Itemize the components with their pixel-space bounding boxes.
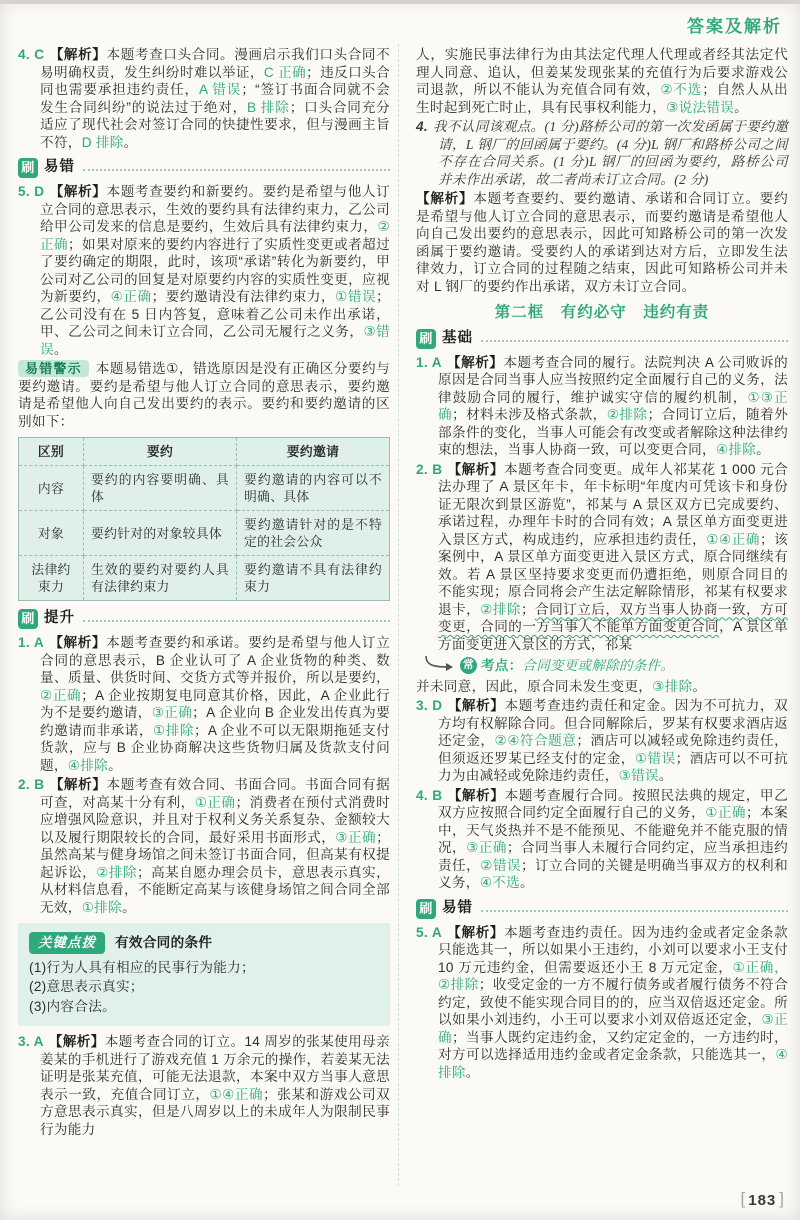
text-segment: ；本案中，天气炎热并不是不能预见、不能避免并不能克服的情况， <box>438 805 788 855</box>
text-segment: 【解析】 <box>446 924 505 940</box>
text-segment: 本题考查有效合同、书面合同。书面合同有据可查，对高某十分有利， <box>40 777 391 810</box>
section-label: 易错 <box>442 899 473 916</box>
text-segment: ，A 景区单方面变更进入景区的方式，祁某 <box>438 619 788 652</box>
text-segment: 。 <box>519 875 534 890</box>
highlighted-answer-text: ④排除 <box>67 757 109 773</box>
text-segment: ；合同当事人未履行合同约定，应当承担违约责任， <box>438 840 788 873</box>
text-segment: 并未同意，因此，原合同未发生变更， <box>416 678 653 694</box>
shua-badge: 刷 <box>416 899 436 919</box>
shua-badge: 刷 <box>18 158 38 178</box>
keypoint-badge: 关键点拨 <box>29 932 105 954</box>
page-title: 答案及解析 <box>687 17 782 36</box>
answer-item <box>18 183 390 358</box>
table-cell: 法律约束力 <box>19 556 84 601</box>
scan-edge <box>0 0 800 4</box>
text-segment: ；A 企业不可以无限期拖延支付货款，应与 B 企业协商解决这些货物归属及货款支付问题， <box>40 722 391 773</box>
text-segment: 本题考查履行合同。按照民法典的规定，甲乙双方应按照合同约定全面履行自己的义务， <box>438 787 789 820</box>
highlighted-answer-text: ②错误 <box>480 857 521 873</box>
table-cell: 生效的要约对要约人具有法律约束力 <box>84 556 237 601</box>
table-cell: 要约邀请不具有法律约束力 <box>237 556 390 601</box>
highlighted-answer-text: ③说法错误 <box>666 99 735 115</box>
highlighted-answer-text: ①排除 <box>152 722 194 738</box>
table-row <box>19 556 390 601</box>
keypoint-line: (1)行为人具有相应的民事行为能力； <box>29 959 255 975</box>
paragraph <box>416 46 788 116</box>
highlighted-answer-text: ②不选 <box>660 82 703 97</box>
text-segment: 。 <box>123 134 138 150</box>
answer-number: 2. B <box>416 461 443 477</box>
highlighted-answer-text: ④排除 <box>438 1047 788 1080</box>
text-segment: 【解析】 <box>48 1034 105 1049</box>
text-segment: ；高某自愿办理会员卡，意思表示真实，从材料信息看，不能断定高某与该健身场馆之间合同全部无效， <box>40 864 390 915</box>
highlighted-answer-text: D 排除 <box>81 134 124 150</box>
answer-item <box>416 118 788 188</box>
curved-arrow-icon <box>424 655 454 676</box>
table-header-cell: 要约 <box>84 438 237 466</box>
highlighted-answer-text: ④正确 <box>110 289 152 304</box>
highlighted-answer-text: C 正确 <box>263 64 307 80</box>
warning-badge: 易错警示 <box>18 360 89 377</box>
text-segment: ；要约邀请没有法律约束力， <box>151 289 336 304</box>
dotted-leader <box>481 340 788 342</box>
answer-number: 4. C <box>18 47 45 62</box>
text-segment: ； <box>520 601 535 617</box>
exam-point-note <box>424 655 788 676</box>
text-segment: ；收受定金的一方不履行债务或者履行债务不符合约定，致使不能实现合同目的的，应当双倍返还定金。所以如果小刘违约，小王可以要求小刘双倍返还定金， <box>438 977 788 1027</box>
section-label: 易错 <box>44 159 75 176</box>
text-segment: ；酒店可以不可抗力为由减轻或免除违约责任， <box>438 750 788 783</box>
exam-point-label: 考点： <box>481 657 523 673</box>
text-segment: 【解析】 <box>49 184 107 199</box>
answer-number: 3. D <box>416 698 443 713</box>
table-header-cell: 区别 <box>19 438 84 466</box>
highlighted-answer-text: ③正确 <box>466 840 507 855</box>
highlighted-answer-text: ③正确 <box>438 1012 788 1045</box>
highlighted-answer-text: ②排除 <box>606 407 648 422</box>
text-segment: ；当事人既约定违约金，又约定定金的，一方违约时，对方可以选择适用违约金或者定金条款，只能选其一， <box>438 1029 788 1062</box>
answer-number: 4. <box>416 119 428 134</box>
highlighted-answer-text: ①正确 <box>705 805 746 820</box>
highlighted-answer-text: ②正确 <box>40 219 390 252</box>
text-segment: 本题考查口头合同。漫画启示我们口头合同不易明确权责，发生纠纷时难以举证， <box>40 47 391 80</box>
keypoint-line: (2)意思表示真实； <box>29 979 144 994</box>
text-segment: ；该案例中，A 景区单方面变更进入景区方式，原合同继续有效。若 A 景区坚持要求变更而仍遭拒绝，则原合同目的不能实现；原合同将会产生法定解除情形，祁某有权要求退卡， <box>438 531 788 617</box>
text-segment: 。 <box>465 1064 480 1080</box>
text-segment: 本题考查要约、要约邀请、承诺和合同订立。要约是希望与他人订立合同的意思表示，而要约邀请是希望他人向自己发出要约的意思表示，因此可知路桥公司的第一次发函属于要约邀请。受要约人的承诺到达对方后，立即发生法律效力，订立合同的过程随之结束，因此可知路桥公司并未对 L 钢厂的要约作出承诺，双方未订立合同。 <box>416 191 788 294</box>
text-segment: 本题易错选①，错选原因是没有正确区分要约与要约邀请。要约是希望与他人订立合同的意思表示，要约邀请是希望他人向自己发出要约的表示。要约和要约邀请的区别如下： <box>18 361 390 429</box>
highlighted-answer-text: ①③正确 <box>438 389 788 422</box>
table-cell: 要约针对的对象较具体 <box>84 511 237 556</box>
keypoint-header <box>29 932 379 954</box>
text-segment: 本题考查合同的订立。14 周岁的张某使用母亲姜某的手机进行了游戏充值 1 万余元的操作，若姜某无法证明是张某充值，可能无法退款，本案中双方当事人意思表示一致，充值合同订立， <box>40 1034 390 1102</box>
text-segment: ；违反口头合同也需要承担违约责任， <box>40 64 390 97</box>
answer-item <box>18 46 390 151</box>
section-header <box>416 329 788 349</box>
text-segment: 【解析】 <box>49 777 107 792</box>
text-segment: ；“签订书面合同就不会发生合同纠纷”的说法过于绝对， <box>40 82 391 115</box>
text-segment: 本题考查违约责任和定金。因为不可抗力，双方均有权解除合同。但合同解除后，罗某有权要求酒店返还定金， <box>438 698 789 748</box>
text-segment: ；口头合同充分适应了现代社会对签订合同的快捷性要求，但与漫画主旨不符， <box>40 99 390 150</box>
table-cell: 内容 <box>19 466 84 511</box>
text-segment: 合同订立后，双方当事人协商一致，方可变更，合同的一方当事人不能单方面变更合同 <box>438 601 788 634</box>
dotted-leader <box>83 169 390 171</box>
text-segment: 本题考查合同的履行。法院判决 A 公司败诉的原因是合同当事人应当按照约定全面履行自己的义务，法律鼓励合同的履行，维护诚实守信的履约机制， <box>438 354 788 405</box>
keypoint-box <box>18 923 390 1026</box>
text-segment: 本题考查要约和承诺。要约是希望与他人订立合同的意思表示，B 企业认可了 A 企业货物的种类、数量、质量、供货时间、交货方式等并报价，所以是要约， <box>40 635 390 685</box>
answer-number: 2. B <box>18 777 45 792</box>
table-cell: 要约邀请针对的是不特定的社会公众 <box>237 511 390 556</box>
text-segment: ；合同订立后，随着外部条件的变化，当事人可能会有改变或者解除这种法律约束的想法，当事人协商一致，可以变更合同， <box>438 407 788 457</box>
text-segment: 。 <box>756 442 771 457</box>
section-header <box>18 609 390 629</box>
highlighted-answer-text: A 错误 <box>199 82 242 97</box>
answer-item <box>18 776 390 916</box>
text-segment: ；A 企业按期复电同意其价格，因此，A 企业此行为不是要约邀请， <box>40 687 390 720</box>
keypoint-line: (3)内容合法。 <box>29 998 116 1014</box>
text-segment: ；乙公司没有在 5 日内答复，意味着乙公司未作出承诺，甲、乙公司之间未订立合同，乙公司无履行之义务， <box>40 289 391 339</box>
highlighted-answer-text: ③正确 <box>151 705 193 720</box>
highlighted-answer-text: ②正确 <box>40 687 82 703</box>
answer-number: 5. A <box>416 924 442 940</box>
text-segment: 。 <box>108 757 122 773</box>
answer-number: 1. A <box>18 635 44 650</box>
shua-badge: 刷 <box>18 609 38 629</box>
text-segment: 本题考查合同变更。成年人祁某花 1 000 元合法办理了 A 景区年卡，年卡标明“年度内可凭该卡和身份证无限次到景区游览”，祁某与 A 景区双方已完成要约、承诺过程，办理年卡时的合同有效；A 景区单方面变更进入景区方式，构成违约，应承担违约责任， <box>438 461 788 547</box>
text-segment: ；订立合同的关键是明确当事双方的权利和义务， <box>438 857 788 890</box>
table-cell: 对象 <box>19 511 84 556</box>
page-number-bracket-left: [ <box>740 1189 746 1208</box>
answer-item <box>18 634 390 774</box>
exam-point-text: 合同变更或解除的条件。 <box>522 657 675 673</box>
text-segment: 【解析】 <box>49 47 107 62</box>
table-row <box>19 466 390 511</box>
text-segment: ；张某和游戏公司双方意思表示真实，但是八周岁以上的未成年人为限制民事行为能力 <box>40 1086 390 1137</box>
highlighted-answer-text: ①④正确 <box>209 1086 264 1102</box>
highlighted-answer-text: ①④正确 <box>706 531 760 547</box>
highlighted-answer-text: ①错误 <box>634 750 676 766</box>
highlighted-answer-text: ④排除 <box>715 442 757 457</box>
text-segment: 【解析】 <box>447 698 505 713</box>
text-segment: 【解析】 <box>447 787 505 803</box>
left-column <box>18 44 399 1186</box>
keypoint-title: 有效合同的条件 <box>115 935 213 950</box>
text-segment: 。 <box>692 678 707 694</box>
section-label: 基础 <box>442 329 473 346</box>
highlighted-answer-text: B 排除 <box>246 99 290 115</box>
highlighted-answer-text: ①错误 <box>335 289 377 304</box>
table-row <box>19 511 390 556</box>
text-segment: 。 <box>121 899 136 915</box>
text-segment: 我不认同该观点。(1 分)路桥公司的第一次发函属于要约邀请，L 钢厂的回函属于要约。(4 分)L 钢厂和路桥公司之间不存在合同关系。(1 分)L 钢厂的回函为要约，路桥公司并未作出承诺，故二者尚未订立合同。(2 分) <box>432 119 788 187</box>
highlighted-answer-text: ①排除 <box>81 899 122 915</box>
section-header <box>416 899 788 919</box>
text-segment: 【解析】 <box>446 354 504 370</box>
table-header-cell: 要约邀请 <box>237 438 390 466</box>
table-cell: 要约的内容要明确、具体 <box>84 466 237 511</box>
answer-item <box>18 1033 390 1138</box>
text-segment: 人，实施民事法律行为由其法定代理人代理或者经其法定代理人同意、追认，但姜某发现张某的充值行为后要求游戏公司退款，所以不能认为充值合同有效， <box>416 47 788 97</box>
section-label: 提升 <box>44 610 75 627</box>
right-column <box>407 44 788 1186</box>
highlighted-answer-text: ①正确 <box>194 794 236 810</box>
highlighted-answer-text: ③正确 <box>335 829 377 845</box>
highlighted-answer-text: ①正确，②排除 <box>438 959 789 992</box>
chang-kaodian-icon: 常 <box>460 657 477 674</box>
text-segment: 本题考查要约和新要约。要约是希望与他人订立合同的意思表示，生效的要约具有法律约束力，乙公司给甲公司发来的信息是要约，生效后具有法律约束力， <box>40 184 391 234</box>
page-number <box>741 1190 785 1210</box>
text-segment: ；自然人从出生时起到死亡时止，具有民事权利能力， <box>416 82 788 115</box>
table-cell: 要约邀请的内容可以不明确、具体 <box>237 466 390 511</box>
highlighted-answer-text: ②④符合题意 <box>494 733 577 748</box>
page-number-value: 183 <box>748 1191 777 1209</box>
text-segment: 。 <box>53 341 68 357</box>
dotted-leader <box>481 910 788 912</box>
highlighted-answer-text: ②排除 <box>96 864 138 880</box>
highlighted-answer-text: ②排除 <box>480 601 521 617</box>
answer-item <box>416 354 788 459</box>
text-segment: 。 <box>658 768 673 783</box>
highlighted-answer-text: ④不选 <box>479 875 520 890</box>
text-segment: ；材料未涉及格式条款， <box>452 407 607 422</box>
section-header <box>18 158 390 178</box>
text-segment: 【解析】 <box>447 461 505 477</box>
answer-number: 3. A <box>18 1034 44 1049</box>
text-segment: ；如果对原来的要约内容进行了实质性变更或者超过了要约确定的期限，此时，该项“承诺”转化为新要约，甲公司对乙公司的回复是对原要约内容的实质性变更，应视为新要约， <box>40 236 390 304</box>
text-segment: ；A 企业向 B 企业发出传真为要约邀请而非承诺， <box>40 705 390 738</box>
text-segment: 。 <box>734 99 749 115</box>
answer-item <box>416 787 788 892</box>
text-segment: 【解析】 <box>48 635 107 650</box>
text-segment: ；酒店可以减轻或免除违约责任，但须返还罗某已经支付的定金， <box>438 733 788 766</box>
answer-item <box>416 924 788 1082</box>
paragraph <box>416 678 788 696</box>
highlighted-answer-text: ③错误 <box>40 324 390 357</box>
text-segment: 【解析】 <box>416 191 474 206</box>
text-segment: ；消费者在预付式消费时应增强风险意识，并且对于权利义务关系复杂、金额较大以及履行期限较长的合同，最好采用书面形式， <box>40 794 390 845</box>
highlighted-answer-text: ③排除 <box>652 678 693 694</box>
shua-badge: 刷 <box>416 329 436 349</box>
table-header-row <box>19 438 390 466</box>
answer-item <box>416 697 788 785</box>
answer-number: 1. A <box>416 354 442 370</box>
answer-item <box>416 461 788 654</box>
two-column-layout <box>18 44 788 1186</box>
comparison-table-wrap <box>18 437 390 601</box>
comparison-table <box>18 437 390 601</box>
dotted-leader <box>83 620 390 622</box>
answer-number: 5. D <box>18 184 45 199</box>
warning-paragraph <box>18 360 390 430</box>
page-number-bracket-right: ] <box>779 1189 784 1208</box>
highlighted-answer-text: ③错误 <box>618 768 659 783</box>
answer-number: 4. B <box>416 787 443 803</box>
text-segment: 本题考查违约责任。因为违约金或者定金条款只能选其一，所以如果小王违约，小刘可以要求小王支付 10 万元违约金，但需要返还小王 8 万元定金， <box>438 924 788 975</box>
text-segment: ；虽然高某与健身场馆之间未签订书面合同，但高某有权提起诉讼， <box>40 829 390 880</box>
frame-heading: 第二框 有约必守 违约有责 <box>494 304 710 321</box>
paragraph <box>416 190 788 295</box>
